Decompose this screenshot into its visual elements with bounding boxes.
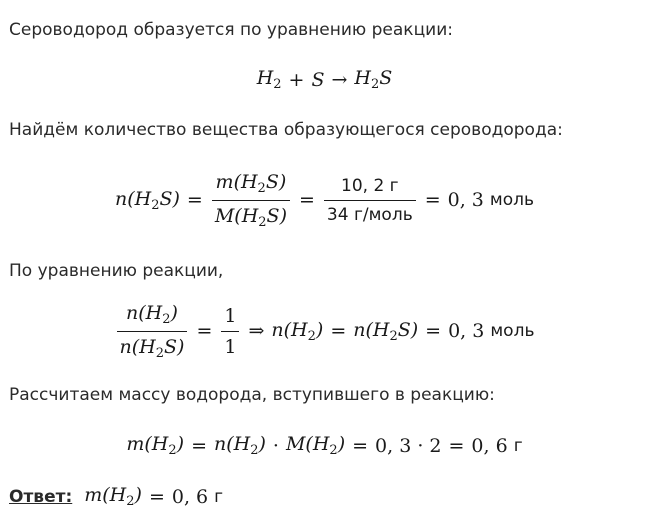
- answer-unit: г: [214, 486, 224, 507]
- equals-sign: =: [191, 434, 207, 457]
- fraction-denominator: 1: [221, 331, 239, 358]
- equation-ratio: [0, 300, 649, 362]
- result-unit: моль: [489, 190, 535, 210]
- product-h2s: $H_2S$: [354, 67, 393, 92]
- intro-text: Сероводород образуется по уравнению реакции:: [9, 20, 453, 40]
- fraction-one-over-one: [221, 305, 239, 358]
- reaction-arrow: →: [331, 68, 348, 91]
- dot-operator: ·: [272, 434, 279, 457]
- lhs-n-h2s: $n(H_2S)$: [114, 187, 180, 213]
- answer-label: Ответ:: [9, 486, 73, 507]
- fraction-numerator: $n(H_2)$: [126, 301, 178, 327]
- fraction-numerator: $m(H_2S)$: [215, 170, 287, 196]
- step2-text: По уравнению реакции,: [9, 261, 224, 281]
- answer-row: [9, 484, 223, 509]
- reaction-equation: [0, 67, 649, 92]
- equals-sign: =: [298, 189, 315, 211]
- plus-sign: +: [288, 68, 305, 91]
- equation-mass-h2: [0, 433, 649, 458]
- equals-sign: =: [330, 320, 347, 342]
- answer-value: 0, 6: [171, 485, 209, 508]
- answer-m-h2: $m(H_2)$: [84, 484, 142, 509]
- m-h2: $m(H_2)$: [126, 433, 185, 458]
- result-value: 0, 3: [447, 189, 484, 211]
- fraction-denominator: $n(H_2S)$: [117, 331, 188, 361]
- equals-sign: =: [148, 485, 165, 508]
- molar-mass-h2: $M(H_2)$: [285, 433, 346, 458]
- fraction-numerator: 10, 2 г: [341, 175, 399, 196]
- fraction-numerator: 1: [224, 304, 237, 327]
- reactant-s: S: [311, 68, 325, 91]
- calculation: 0, 3 · 2: [375, 434, 442, 457]
- equals-sign: =: [186, 189, 203, 211]
- step1-text: Найдём количество вещества образующегося сероводорода:: [9, 120, 563, 140]
- equals-sign: =: [424, 189, 441, 211]
- fraction-denominator: 34 г/моль: [324, 200, 416, 225]
- result-value: 0, 3: [448, 320, 485, 342]
- fraction-ratio: [117, 302, 188, 361]
- result-unit: г: [513, 435, 523, 456]
- equals-sign: =: [448, 434, 465, 457]
- equals-sign: =: [425, 320, 442, 342]
- result-value: 0, 6: [471, 434, 508, 457]
- implies-sign: ⇒: [248, 320, 265, 342]
- equation-moles-h2s: [0, 166, 649, 234]
- reactant-h2: $H_2$: [256, 67, 282, 92]
- fraction-mass-over-molar: [212, 171, 290, 230]
- step3-text: Рассчитаем массу водорода, вступившего в реакцию:: [9, 385, 495, 405]
- n-h2: $n(H_2)$: [271, 318, 324, 344]
- result-unit: моль: [490, 321, 535, 341]
- n-h2: $n(H_2)$: [214, 433, 266, 458]
- fraction-denominator: $M(H_2S)$: [212, 200, 290, 230]
- n-h2s: $n(H_2S)$: [353, 318, 419, 344]
- equals-sign: =: [352, 434, 369, 457]
- fraction-values: [324, 176, 416, 225]
- equals-sign: =: [196, 320, 213, 342]
